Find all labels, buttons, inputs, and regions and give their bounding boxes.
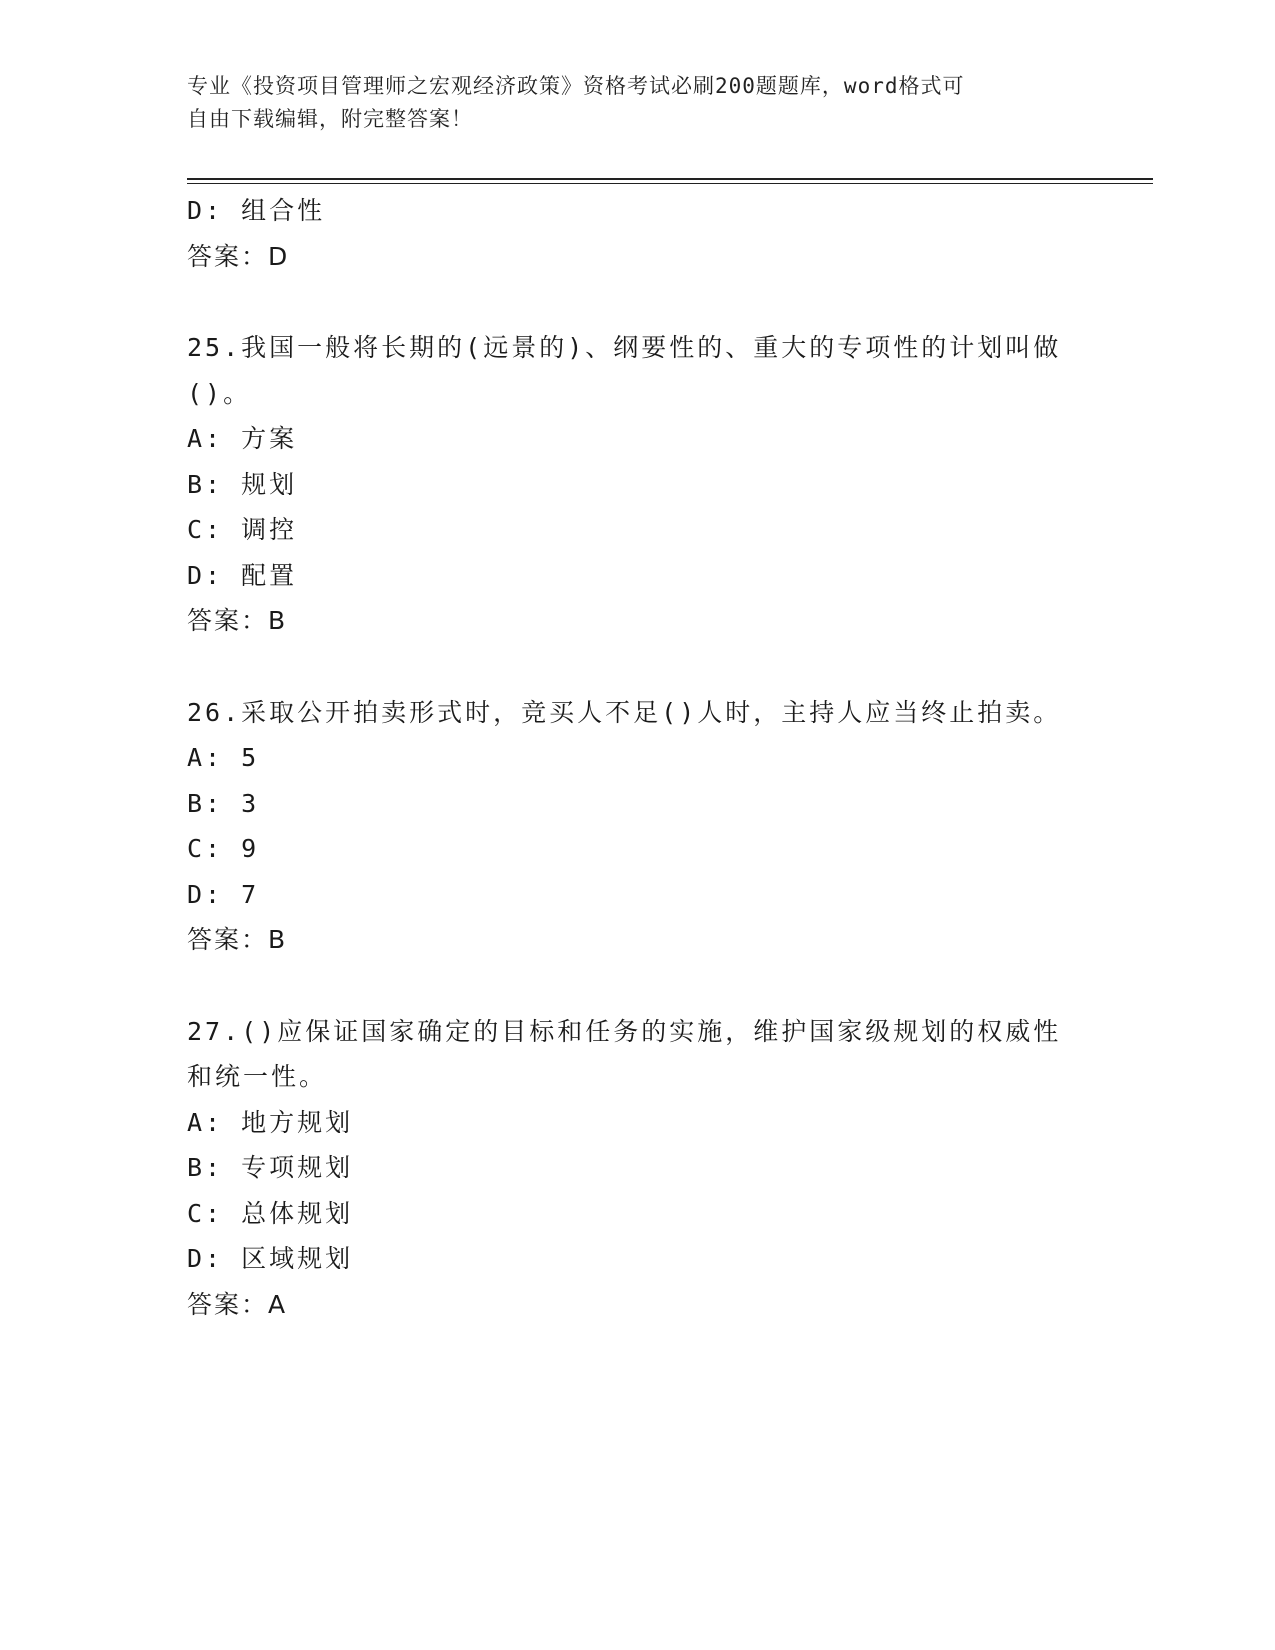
question-26 (187, 690, 1087, 963)
option-a: A: 方案 (187, 424, 298, 453)
question-stem: 25.我国一般将长期的(远景的)、纲要性的、重大的专项性的计划叫做 (187, 333, 1062, 362)
answer-line: 答案：B (187, 606, 288, 635)
page-header (187, 70, 1067, 136)
option-d: D: 7 (187, 879, 260, 909)
answer-line: 答案：A (187, 1289, 288, 1319)
option-b: B: 专项规划 (187, 1153, 354, 1182)
option-d: D: 组合性 (187, 196, 326, 225)
option-c: C: 9 (187, 834, 260, 863)
question-stem: 26.采取公开拍卖形式时，竞买人不足()人时，主持人应当终止拍卖。 (187, 697, 1062, 727)
spacer (187, 963, 1087, 1009)
previous-question-tail (187, 188, 1087, 279)
option-b: B: 3 (187, 788, 260, 818)
option-d: D: 配置 (187, 560, 298, 590)
header-line-2: 自由下载编辑，附完整答案！ (187, 107, 473, 131)
header-rule (187, 178, 1153, 180)
answer-line: 答案：D (187, 241, 290, 271)
option-c: C: 总体规划 (187, 1198, 354, 1228)
header-rule-thin (187, 183, 1153, 184)
question-content (187, 188, 1087, 1327)
option-c: C: 调控 (187, 515, 298, 544)
header-line-1: 专业《投资项目管理师之宏观经济政策》资格考试必刷200题题库，word格式可 (187, 74, 965, 98)
question-stem: 27.()应保证国家确定的目标和任务的实施，维护国家级规划的权威性 (187, 1016, 1062, 1046)
question-stem-continued: ()。 (187, 378, 252, 408)
question-25 (187, 325, 1087, 644)
spacer (187, 279, 1087, 325)
question-27 (187, 1009, 1087, 1328)
option-b: B: 规划 (187, 469, 298, 499)
option-a: A: 地方规划 (187, 1107, 354, 1137)
option-d: D: 区域规划 (187, 1244, 354, 1273)
spacer (187, 644, 1087, 690)
answer-line: 答案：B (187, 925, 288, 954)
option-a: A: 5 (187, 743, 260, 772)
question-stem-continued: 和统一性。 (187, 1062, 328, 1091)
